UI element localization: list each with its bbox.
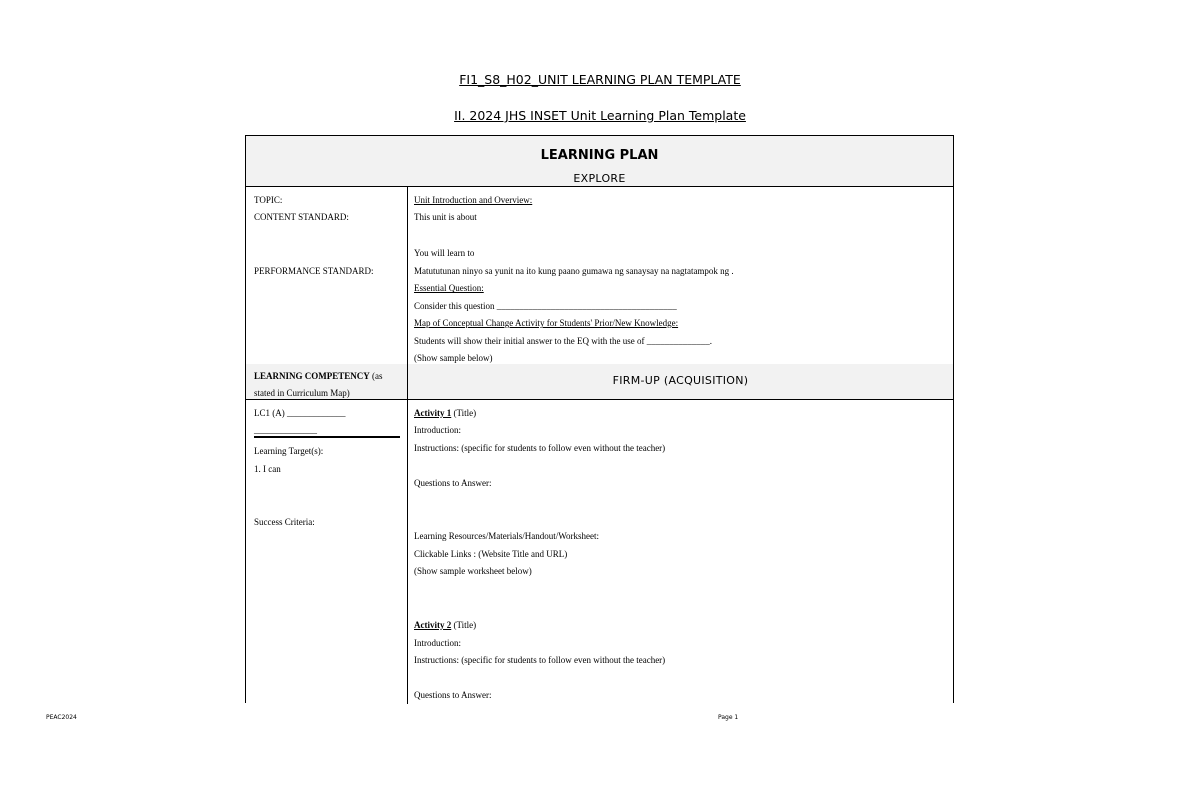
learning-targets-label: Learning Target(s): <box>254 446 324 456</box>
activity-2-title: (Title) <box>451 620 477 630</box>
activity-1-questions: Questions to Answer: <box>414 478 492 488</box>
document-subtitle: II. 2024 JHS INSET Unit Learning Plan Template <box>454 108 746 123</box>
success-criteria-label: Success Criteria: <box>254 517 315 527</box>
students-show-text: Students will show their initial answer to the EQ with the use of ______________. <box>414 336 712 346</box>
learning-competency-bold: LEARNING COMPETENCY <box>254 371 370 381</box>
column-divider <box>407 187 408 704</box>
activity-2-name: Activity 2 <box>414 620 452 630</box>
firm-up-header <box>408 364 953 400</box>
document-title: FI1_S8_H02_UNIT LEARNING PLAN TEMPLATE <box>459 72 741 87</box>
activity-2-heading <box>414 619 476 631</box>
activity-1-resources: Learning Resources/Materials/Handout/Worksheet: <box>414 531 599 541</box>
activity-1-title: (Title) <box>451 408 477 418</box>
this-unit-text: This unit is about <box>414 212 477 222</box>
learning-plan-table <box>245 135 954 703</box>
essential-question-heading: Essential Question: <box>414 283 484 293</box>
footer-left: PEAC2024 <box>46 714 77 721</box>
learning-competency-rest: (as <box>369 371 383 381</box>
unit-intro-heading: Unit Introduction and Overview: <box>414 195 533 205</box>
lc1-rule <box>254 436 400 438</box>
performance-standard-label: PERFORMANCE STANDARD: <box>254 266 374 276</box>
activity-2-instructions: Instructions: (specific for students to follow even without the teacher) <box>414 655 666 665</box>
lc1-underline: ______________ <box>254 425 317 435</box>
learning-plan-header <box>246 136 953 187</box>
lc1-label: LC1 (A) _____________ <box>254 408 346 418</box>
activity-1-sample: (Show sample worksheet below) <box>414 566 532 576</box>
topic-label: TOPIC: <box>254 195 283 205</box>
learning-competency-label <box>254 370 383 382</box>
activity-1-links: Clickable Links : (Website Title and URL) <box>414 549 568 559</box>
content-standard-label: CONTENT STANDARD: <box>254 212 349 222</box>
footer-page-number: Page 1 <box>718 714 739 721</box>
activity-1-heading <box>414 407 476 419</box>
you-will-learn-text: You will learn to <box>414 248 475 258</box>
activity-1-instructions: Instructions: (specific for students to follow even without the teacher) <box>414 443 666 453</box>
map-conceptual-change-heading: Map of Conceptual Change Activity for Students' Prior/New Knowledge: <box>414 318 679 328</box>
activity-1-introduction: Introduction: <box>414 425 461 435</box>
learning-plan-title: LEARNING PLAN <box>540 148 659 163</box>
learning-competency-header <box>246 364 407 400</box>
activity-2-introduction: Introduction: <box>414 638 461 648</box>
learning-competency-line2: stated in Curriculum Map) <box>254 388 350 398</box>
consider-question-text: Consider this question ________________________________________ <box>414 301 677 311</box>
activity-2-questions: Questions to Answer: <box>414 690 492 700</box>
matututunan-text: Matututunan ninyo sa yunit na ito kung paano gumawa ng sanaysay na nagtatampok ng . <box>414 266 734 276</box>
show-sample-text: (Show sample below) <box>414 353 493 363</box>
explore-label: EXPLORE <box>573 172 626 185</box>
i-can-label: 1. I can <box>254 464 281 474</box>
activity-1-name: Activity 1 <box>414 408 452 418</box>
firm-up-label: FIRM-UP (ACQUISITION) <box>612 374 749 387</box>
